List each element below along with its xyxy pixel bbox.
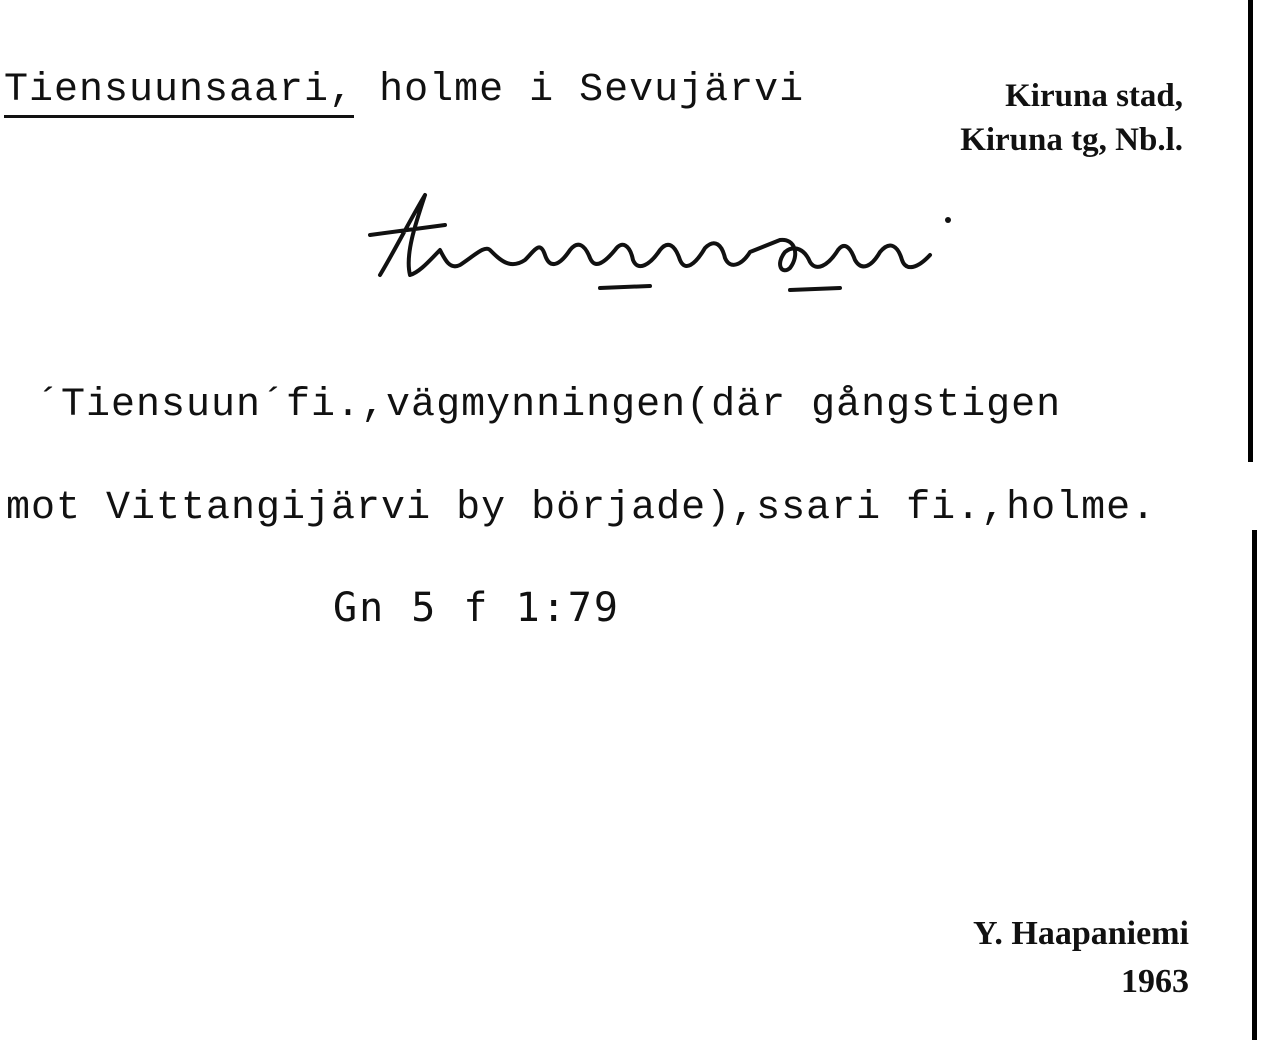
etymology-line-2: mot Vittangijärvi by började),ssari fi.,holme. — [6, 486, 1157, 531]
handwritten-text: tiensuunsaari — [350, 167, 435, 184]
headword-line — [4, 68, 804, 113]
card-edge-line-top — [1248, 0, 1253, 462]
parish-info — [960, 74, 1183, 162]
collector-name: Y. Haapaniemi — [972, 915, 1189, 952]
card-edge-line-bottom — [1252, 530, 1257, 1040]
place-description: holme i Sevujärvi — [379, 68, 805, 113]
parish-line-1: Kiruna stad, — [1005, 78, 1183, 114]
headword: Tiensuunsaari, — [4, 68, 354, 118]
etymology-line-1: ´Tiensuun´fi.,vägmynningen(där gångstigen — [36, 383, 1062, 428]
source-reference: Gn 5 f 1:79 — [333, 585, 620, 631]
collector-info — [973, 910, 1189, 1006]
parish-line-2: Kiruna tg, Nb.l. — [960, 122, 1183, 158]
handwritten-pronunciation — [350, 167, 970, 310]
collection-year: 1963 — [1121, 963, 1189, 1000]
